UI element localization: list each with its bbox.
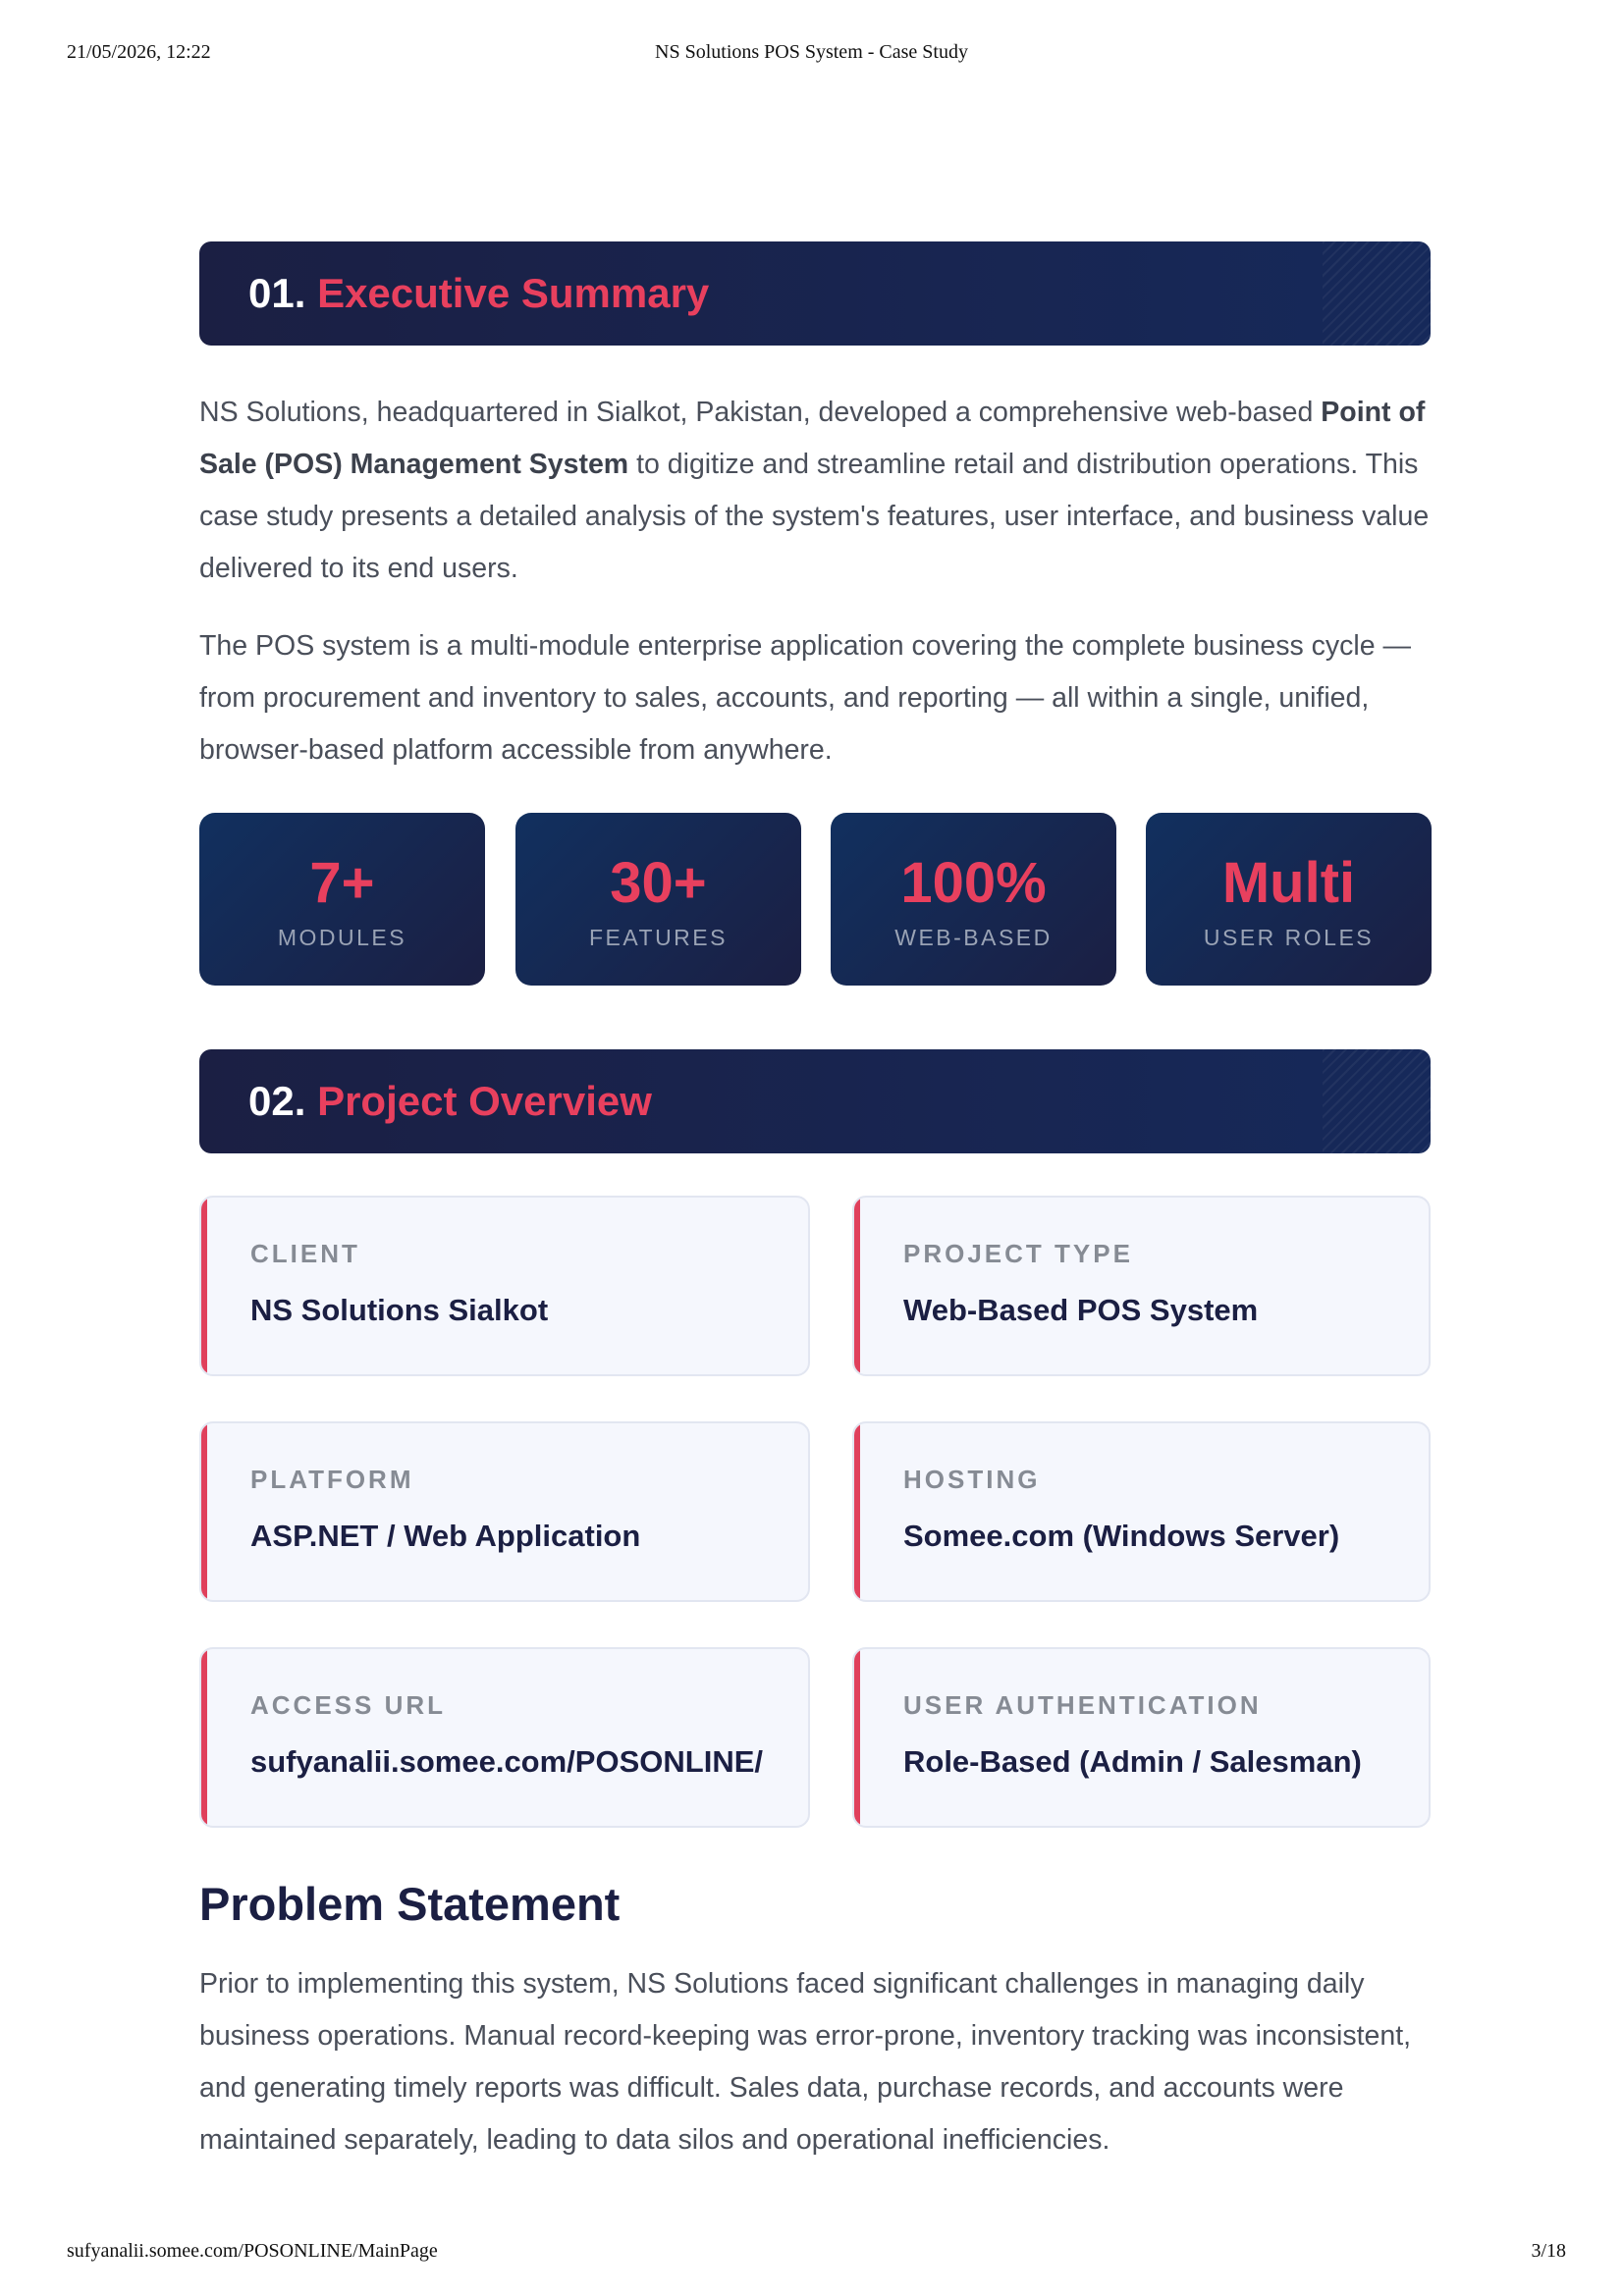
section-title-text: Project Overview <box>317 1078 652 1124</box>
section-title <box>248 269 709 318</box>
stat-label: USER ROLES <box>1203 925 1375 950</box>
paragraph-bold-text: Point of Sale (POS) Management System <box>199 397 1426 480</box>
info-value: ASP.NET / Web Application <box>250 1519 641 1553</box>
section-number: 01. <box>248 270 306 316</box>
stat-label: WEB-BASED <box>894 925 1053 950</box>
info-label: ACCESS URL <box>250 1690 447 1720</box>
info-card-user-authentication <box>852 1647 1431 1828</box>
stat-value: Multi <box>1221 851 1356 915</box>
section-number: 02. <box>248 1078 306 1124</box>
problem-statement-paragraph: Prior to implementing this system, NS Solutions faced significant challenges in managing daily business operations. Manual record-keeping was error-prone, inventory tracking was inconsistent, and generating timely reports was difficult. Sales data, purchase records, and accounts were maintained separately, leading to data silos and operational inefficiencies. <box>199 1968 1412 2156</box>
info-value: Role-Based (Admin / Salesman) <box>903 1744 1362 1779</box>
executive-summary-paragraph-1 <box>199 387 1431 595</box>
stat-value: 100% <box>900 851 1047 915</box>
info-card-hosting <box>852 1421 1431 1602</box>
info-value: Somee.com (Windows Server) <box>903 1519 1340 1553</box>
problem-statement-heading: Problem Statement <box>199 1878 621 1930</box>
stat-label: FEATURES <box>589 925 728 950</box>
info-card-platform <box>199 1421 810 1602</box>
print-header <box>0 41 1623 69</box>
section-title <box>248 1077 652 1126</box>
stat-card-modules <box>199 813 485 986</box>
stat-label: MODULES <box>277 925 407 950</box>
section-title-text: Executive Summary <box>317 270 710 316</box>
info-value: sufyanalii.somee.com/POSONLINE/ <box>250 1744 763 1779</box>
print-footer <box>0 2240 1623 2268</box>
page-number: 3/18 <box>1531 2240 1566 2262</box>
info-card-project-type <box>852 1196 1431 1376</box>
info-label: PLATFORM <box>250 1465 414 1494</box>
executive-summary-paragraph-2: The POS system is a multi-module enterprise application covering the complete business cycle — from procurement and inventory to sales, accounts, and reporting — all within a single, unified, browser-based platform accessible from anywhere. <box>199 630 1411 766</box>
stat-card-user-roles <box>1146 813 1432 986</box>
stat-value: 7+ <box>309 851 375 915</box>
paragraph-text: to digitize and streamline retail and distribution operations. This case study presents a detailed analysis of the system's features, user interface, and business value delivered to its end users. <box>199 449 1430 584</box>
info-card-access-url <box>199 1647 810 1828</box>
print-title: NS Solutions POS System - Case Study <box>655 41 968 63</box>
info-value: NS Solutions Sialkot <box>250 1293 549 1327</box>
print-datetime: 21/05/2026, 12:22 <box>67 41 211 63</box>
info-label: HOSTING <box>903 1465 1041 1494</box>
info-card-client <box>199 1196 810 1376</box>
print-url: sufyanalii.somee.com/POSONLINE/MainPage <box>67 2240 438 2262</box>
info-label: USER AUTHENTICATION <box>903 1690 1262 1720</box>
section-header-executive-summary <box>199 241 1431 346</box>
stat-value: 30+ <box>610 851 707 915</box>
stat-card-features <box>515 813 801 986</box>
info-label: CLIENT <box>250 1239 360 1268</box>
section-header-project-overview <box>199 1049 1431 1153</box>
paragraph-text: NS Solutions, headquartered in Sialkot, Pakistan, developed a comprehensive web-based <box>199 397 1322 428</box>
info-label: PROJECT TYPE <box>903 1239 1133 1268</box>
info-value: Web-Based POS System <box>903 1293 1259 1327</box>
stat-card-web-based <box>831 813 1116 986</box>
